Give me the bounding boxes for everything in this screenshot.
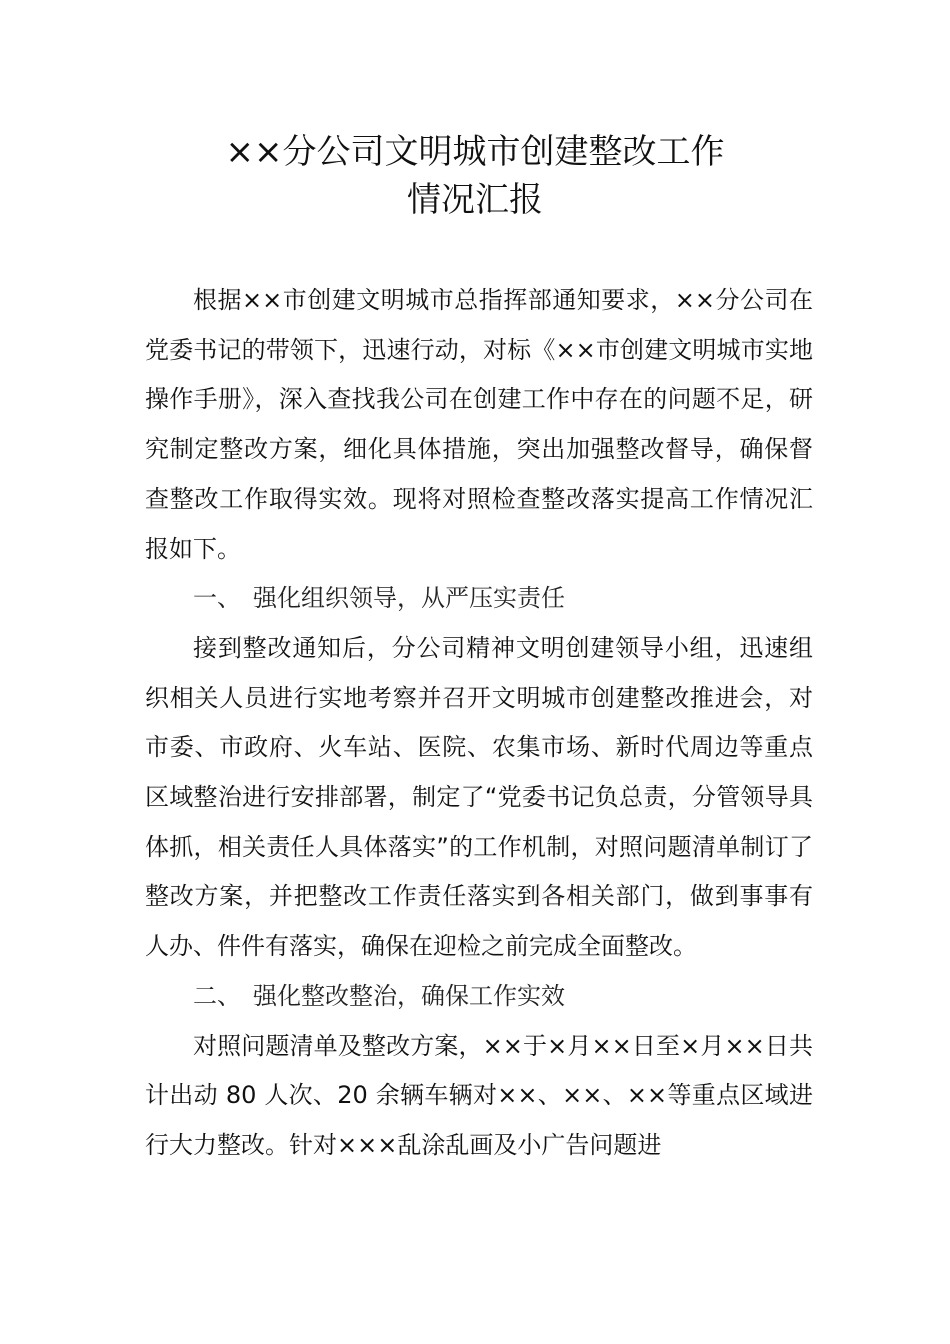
document-title-line-2: 情况汇报 [407, 180, 543, 220]
section-heading-2-text: 强化整改整治，确保工作实效 [253, 981, 565, 1010]
section-heading-2 [145, 972, 813, 1022]
document-title-line-1: ××分公司文明城市创建整改工作 [225, 132, 725, 172]
section-heading-1-text: 强化组织领导，从严压实责任 [253, 584, 565, 613]
section-1-paragraph: 接到整改通知后，分公司精神文明创建领导小组，迅速组织相关人员进行实地考察并召开文明城市创建整改推进会，对市委、市政府、火车站、医院、农集市场、新时代周边等重点区域整治进行安排部署，制定了“党委书记负总责，分管领导具体抓，相关责任人具体落实”的工作机制，对照问题清单制订了整改方案，并把整改工作责任落实到各相关部门，做到事事有人办、件件有落实，确保在迎检之前完成全面整改。 [145, 633, 813, 961]
section-2-paragraph: 对照问题清单及整改方案，××于×月××日至×月××日共计出动 80 人次、20 余辆车辆对××、××、××等重点区域进行大力整改。针对×××乱涂乱画及小广告问题进 [145, 1031, 813, 1159]
section-heading-2-number: 二、 [193, 981, 241, 1010]
document-body [145, 276, 813, 1171]
section-heading-1-number: 一、 [193, 584, 241, 613]
intro-paragraph: 根据××市创建文明城市总指挥部通知要求，××分公司在党委书记的带领下，迅速行动，对标《××市创建文明城市实地操作手册》，深入查找我公司在创建工作中存在的问题不足，研究制定整改方案，细化具体措施，突出加强整改督导，确保督查整改工作取得实效。现将对照检查整改落实提高工作情况汇报如下。 [145, 286, 813, 563]
section-heading-1 [145, 574, 813, 624]
